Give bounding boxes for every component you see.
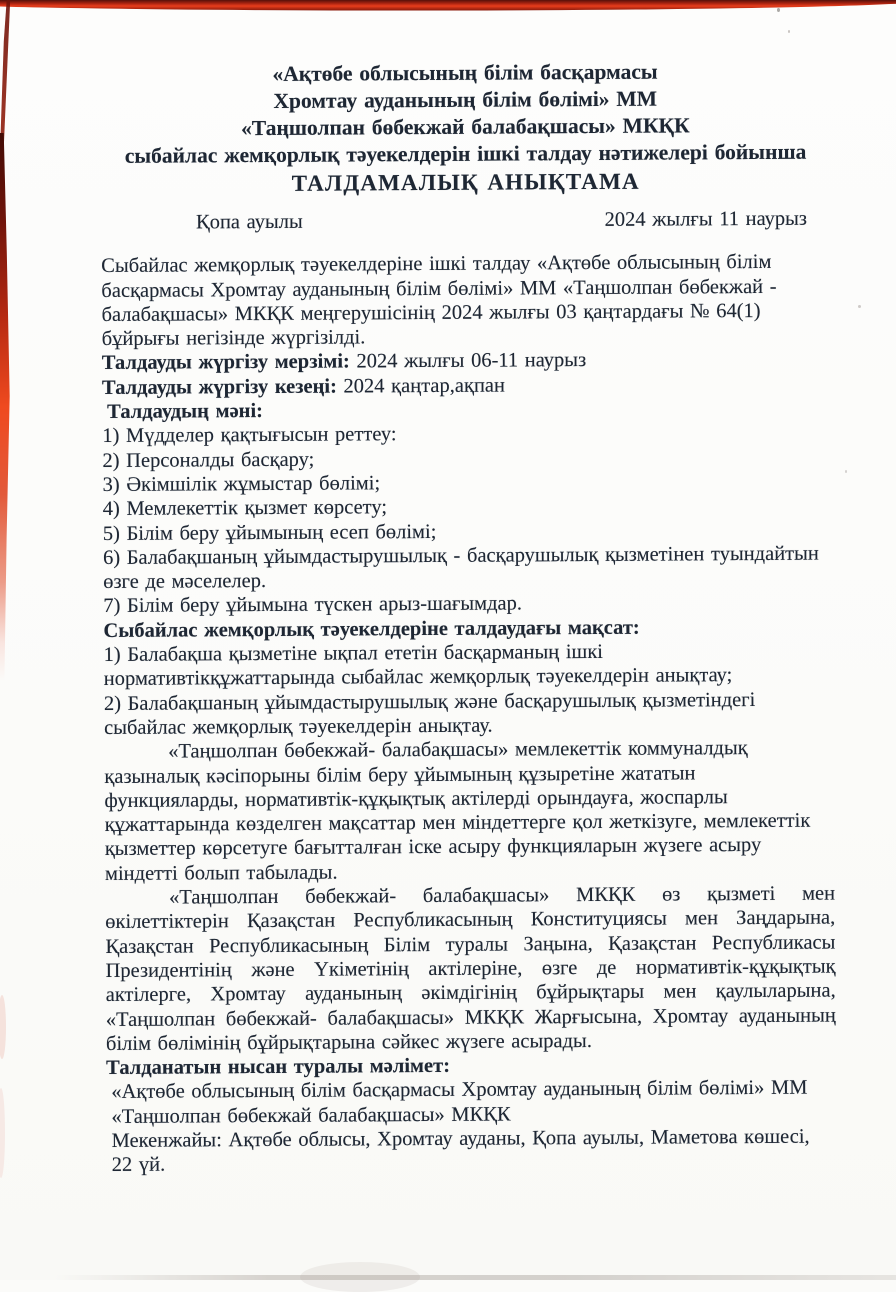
subject-item: 2) Персоналды басқару; <box>102 448 315 472</box>
field-period-value: 2024 қаңтар,ақпан <box>336 374 506 398</box>
scan-speck <box>845 470 847 473</box>
subject-item: 7) Білім беру ұйымына түскен арыз-шағымдар. <box>103 592 523 618</box>
dateline <box>101 207 831 236</box>
field-period-label: Талдауды жүргізу кезеңі: <box>101 375 337 399</box>
goal-item: 2) Балабақшаның ұйымдастырушылық және басқарушылық қызметіндегі сыбайлас жемқорлық тәуекелдерін анықтау. <box>103 688 756 739</box>
subject-item: 4) Мемлекеттік қызмет көрсету; <box>102 496 388 521</box>
scan-bottom-shadow <box>55 1275 896 1280</box>
scan-speck <box>788 30 790 33</box>
document-body <box>100 58 837 1178</box>
scan-speck <box>858 305 861 308</box>
scanner-red-top-edge <box>0 0 896 11</box>
scan-speck <box>777 8 780 12</box>
header-line: Хромтау ауданының білім бөлімі» ММ <box>273 86 658 113</box>
scan-smudge <box>0 995 6 1059</box>
document-title: ТАЛДАМАЛЫҚ АНЫҚТАМА <box>291 168 640 196</box>
document-date: 2024 жылғы 11 наурыз <box>604 207 808 231</box>
body-paragraph: «Таңшолпан бөбекжай- балабақшасы» МКҚК өз қызметі мен өкілеттіктерін Қазақстан Республикасының Конституциясы мен Заңдарына, Қазақстан Республикасының Білім туралы Заңына, Қазақстан Республикасы Президентінің және Үкіметінің актілеріне, өзге де нормативтік-құқықтық актілерге, Хромтау ауданының әкімдігінің бұйрықтары мен қаулыларына, «Таңшолпан бөбекжай- балабақшасы» МКҚК Жарғысына, Хромтау ауданының білім бөлімінің бұйрықтарына сәйкес жүзеге асырады. <box>105 882 836 1055</box>
header-line: сыбайлас жемқорлық тәуекелдерін ішкі талдау нәтижелері бойынша <box>124 139 807 168</box>
field-term-value: 2024 жылғы 06-11 наурыз <box>349 349 587 373</box>
header-line: «Ақтөбе облысының білім басқармасы <box>272 59 658 86</box>
goal-heading: Сыбайлас жемқорлық тәуекелдеріне талдаудағы мақсат: <box>103 616 640 642</box>
document-header <box>100 58 831 198</box>
goal-item: 1) Балабақша қызметіне ықпал ететін басқарманың ішкі нормативтікқұжаттарында сыбайлас жемқорлық тәуекелдерін анықтау; <box>103 640 733 691</box>
subject-item: 1) Мүдделер қақтығысын реттеу: <box>102 423 397 448</box>
place-name: Қопа ауылы <box>195 210 303 234</box>
object-name: «Ақтөбе облысының білім басқармасы Хромтау ауданының білім бөлімі» ММ «Таңшолпан бөбекжай балабақшасы» МКҚК <box>111 1077 808 1128</box>
subject-heading: Талдаудың мәні: <box>107 400 264 424</box>
body-paragraph: «Таңшолпан бөбекжай- балабақшасы» мемлекеттік коммуналдық қазыналық кәсіпорыны білім беру ұйымының құзыретіне жататын функцияларды, нормативтік-құқықтық актілерді орындауға, жоспарлы құжаттарында көзделген мақсаттар мен міндеттерге қол жеткізуге, мемлекеттік қызметтер көрсетуге бағытталған іске асыру функцияларын жүзеге асыру міндетті болып табылады. <box>104 737 811 885</box>
field-term-label: Талдауды жүргізу мерзімі: <box>101 350 350 375</box>
scan-smudge <box>0 1088 5 1178</box>
scanner-red-left-edge <box>0 133 11 681</box>
subject-item: 5) Білім беру ұйымының есеп бөлімі; <box>102 520 437 545</box>
header-line: «Таңшолпан бөбекжай балабақшасы» МКҚК <box>241 113 690 141</box>
object-address: Мекенжайы: Ақтөбе облысы, Хромтау ауданы, Қопа ауылы, Маметова көшесі, 22 үй. <box>111 1125 810 1177</box>
object-info-heading: Талданатын нысан туралы мәлімет: <box>106 1054 451 1080</box>
intro-paragraph: Сыбайлас жемқорлық тәуекелдеріне ішкі талдау «Ақтөбе облысының білім басқармасы Хромтау ауданының білім бөлімі» ММ «Таңшолпан бөбекжай - балабақшасы» МКҚК меңгерушісінің 2024 жылғы 03 қаңтардағы № 64(1) бұйрығы негізінде жүргізілді. <box>101 251 777 351</box>
subject-item: 3) Әкімшілік жұмыстар бөлімі; <box>102 472 381 496</box>
subject-item: 6) Балабақшаның ұйымдастырушылық - басқарушылық қызметінен туындайтын өзге де мәселелер. <box>102 542 819 594</box>
